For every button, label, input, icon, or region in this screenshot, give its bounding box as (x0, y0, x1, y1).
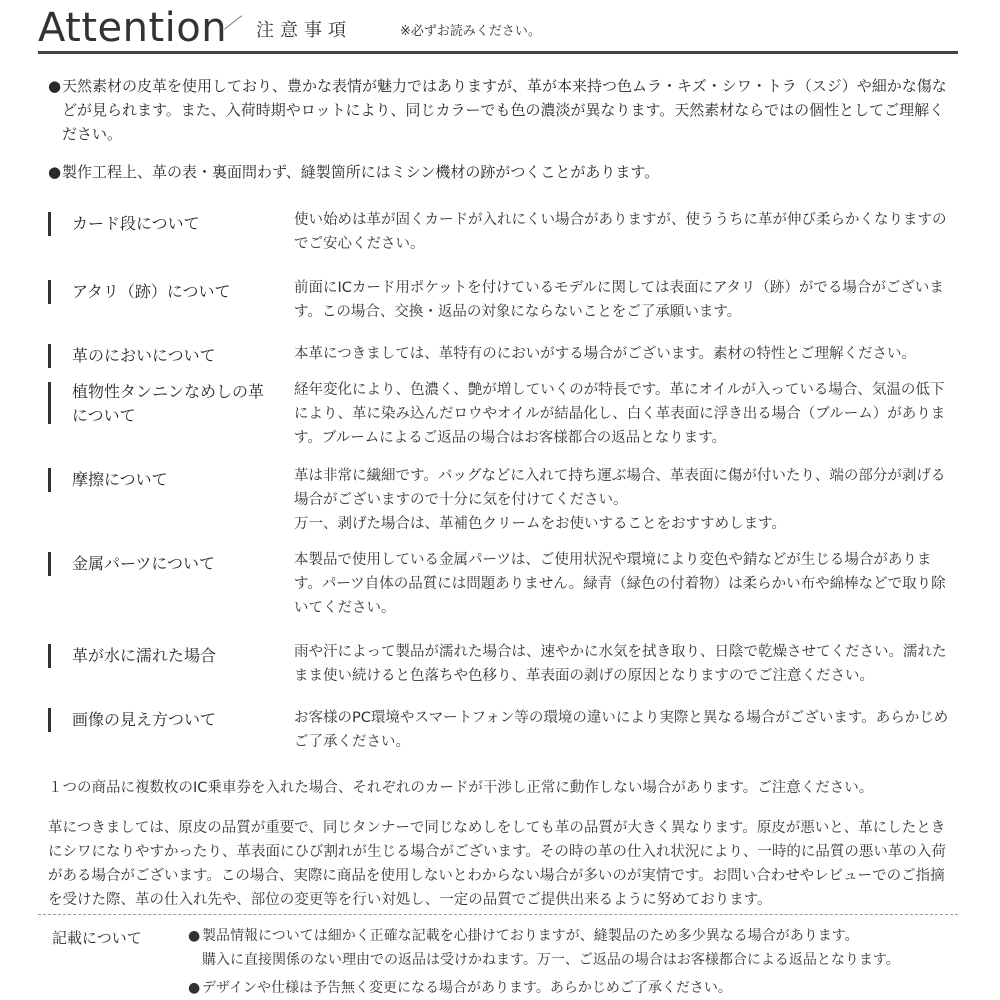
section-heading: 革のにおいについて (72, 346, 216, 365)
description-label: 記載について (52, 929, 142, 947)
section-marker (48, 280, 51, 304)
section-body: 雨や汗によって製品が濡れた場合は、速やかに水気を拭き取り、日陰で乾燥させてください。濡れたまま使い続けると色落ちや色移り、革表面の剥げの原因となりますのでご注意ください。 (294, 644, 947, 684)
ic-card-note: １つの商品に複数枚のIC乗車券を入れた場合、それぞれのカードが干渉し正常に動作しない場合があります。ご注意ください。 (48, 780, 874, 796)
section-marker (48, 344, 51, 368)
section-heading: アタリ（跡）について (72, 282, 231, 301)
notice-bullet (48, 74, 953, 146)
description-item (188, 976, 958, 1000)
section-heading: 摩擦について (72, 470, 168, 489)
section-heading: カード段について (72, 214, 200, 233)
section-heading: 革が水に濡れた場合 (72, 646, 217, 665)
section-marker (48, 382, 51, 424)
read-notice: ※必ずお読みください。 (400, 24, 541, 39)
description-list (188, 924, 958, 1000)
bullet-mark: ● (48, 163, 62, 181)
section-marker (48, 468, 51, 492)
section-heading: 植物性タンニンなめしの革について (72, 382, 265, 425)
section-heading: 画像の見え方ついて (72, 710, 217, 729)
section-body: 前面にICカード用ポケットを付けているモデルに関しては表面にアタリ（跡）がでる場合がございます。この場合、交換・返品の対象にならないことをご了承願います。 (294, 280, 944, 320)
section-body: 使い始めは革が固くカードが入れにくい場合がありますが、使ううちに革が伸び柔らかくなりますのでご安心ください。 (294, 212, 947, 252)
section-body: お客様のPC環境やスマートフォン等の環境の違いにより実際と異なる場合がございます。あらかじめご了承ください。 (294, 710, 949, 750)
section-marker (48, 212, 51, 236)
section-heading: 金属パーツについて (72, 554, 216, 573)
page-title: Attention (38, 5, 228, 51)
header-rule (38, 51, 958, 54)
section-marker (48, 708, 51, 732)
description-text: 製品情報については細かく正確な記載を心掛けておりますが、縫製品のため多少異なる場合があります。 購入に直接関係のない理由での返品は受けかねます。万一、ご返品の場合はお客様都合による返品となります。 (202, 928, 900, 968)
bullet-mark: ● (48, 77, 62, 95)
dashed-divider (38, 914, 958, 915)
description-item (188, 924, 958, 972)
bullet-mark: ● (188, 928, 201, 944)
section-body: 経年変化により、色濃く、艶が増していくのが特長です。革にオイルが入っている場合、気温の低下により、革に染み込んだロウやオイルが結晶化し、白く革表面に浮き出る場合（ブルーム）があります。ブルームによるご返品の場合はお客様都合の返品となります。 (294, 382, 946, 446)
bullet-mark: ● (188, 980, 201, 996)
notice-bullet (48, 160, 953, 184)
section-body: 革は非常に繊細です。バッグなどに入れて持ち運ぶ場合、革表面に傷が付いたり、端の部分が剥げる場合がございますので十分に気を付けてください。 万一、剥げた場合は、革補色クリームをお使いすることをおすすめします。 (294, 468, 946, 532)
notice-text: 天然素材の皮革を使用しており、豊かな表情が魅力ではありますが、革が本来持つ色ムラ・キズ・シワ・トラ（スジ）や細かな傷などが見られます。また、入荷時期やロットにより、同じカラーでも色の濃淡が異なります。天然素材ならではの個性としてご理解ください。 (62, 77, 947, 143)
section-marker (48, 552, 51, 576)
header (38, 6, 958, 50)
page-subtitle: 注意事項 (256, 20, 352, 41)
section-body: 本製品で使用している金属パーツは、ご使用状況や環境により変色や錆などが生じる場合があります。パーツ自体の品質には問題ありません。緑青（緑色の付着物）は柔らかい布や綿棒などで取り除いてください。 (294, 552, 946, 616)
section-marker (48, 644, 51, 668)
description-text: デザインや仕様は予告無く変更になる場合があります。あらかじめご了承ください。 (202, 980, 732, 996)
leather-quality-note: 革につきましては、原皮の品質が重要で、同じタンナーで同じなめしをしても革の品質が大きく異なります。原皮が悪いと、革にしたときにシワになりやすかったり、革表面にひび割れが生じる場合がございます。その時の革の仕入れ状況により、一時的に品質の悪い革の入荷がある場合がございます。この場合、実際に商品を使用しないとわからない場合が多いのが実情です。お問い合わせやレビューでのご指摘を受けた際、革の仕入れ先や、部位の変更等を行い対処し、一定の品質でご提供出来るように努めております。 (48, 820, 946, 908)
notice-text: 製作工程上、革の表・裏面問わず、縫製箇所にはミシン機材の跡がつくことがあります。 (62, 163, 660, 181)
section-body: 本革につきましては、革特有のにおいがする場合がございます。素材の特性とご理解ください。 (294, 346, 917, 362)
